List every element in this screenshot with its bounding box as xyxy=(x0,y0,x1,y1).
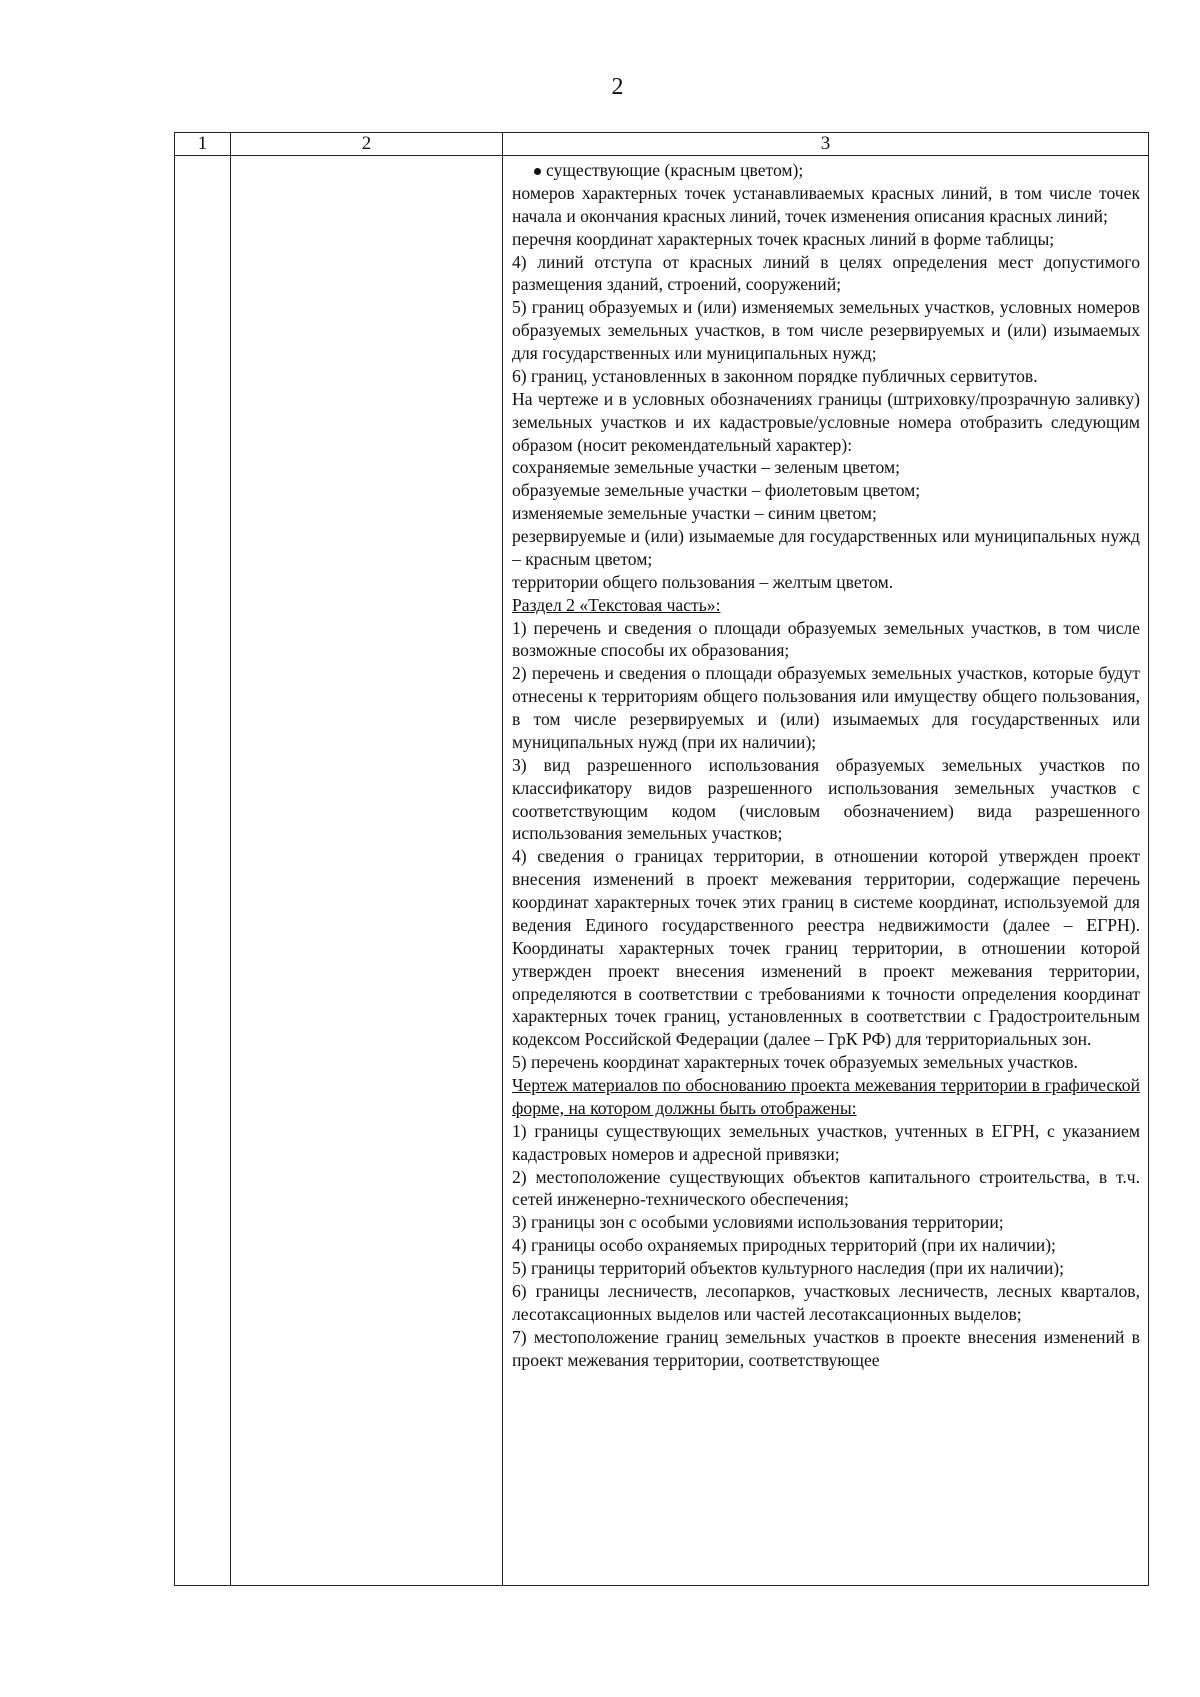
content-paragraph: 5) перечень координат характерных точек образуемых земельных участков. xyxy=(512,1052,1078,1073)
content-paragraph: перечня координат характерных точек красных линий в форме таблицы; xyxy=(512,228,1055,249)
content-paragraph: 1) границы существующих земельных участков, учтенных в ЕГРН, с указанием кадастровых номеров и адресной привязки; xyxy=(512,1120,1140,1164)
content-paragraph: 2) местоположение существующих объектов капитального строительства, в т.ч. сетей инженерно-технического обеспечения; xyxy=(512,1166,1140,1210)
content-paragraph: Чертеж материалов по обоснованию проекта межевания территории в графической форме, на котором должны быть отображены: xyxy=(512,1075,1140,1118)
document-table xyxy=(174,132,1149,1586)
cell-col-1 xyxy=(175,156,231,1586)
content-paragraph: 3) границы зон с особыми условиями использования территории; xyxy=(512,1212,1004,1233)
content-paragraph: 4) линий отступа от красных линий в целях определения мест допустимого размещения зданий, строений, сооружений; xyxy=(512,251,1140,295)
content-paragraph: 1) перечень и сведения о площади образуемых земельных участков, в том числе возможные способы их образования; xyxy=(512,617,1140,661)
content-paragraph: образуемые земельные участки – фиолетовым цветом; xyxy=(512,480,921,501)
bullet-text: существующие (красным цветом); xyxy=(546,160,804,180)
content-paragraph: 4) границы особо охраняемых природных территорий (при их наличии); xyxy=(512,1235,1056,1256)
content-paragraph: 3) вид разрешенного использования образуемых земельных участков по классификатору видов разрешенного использования земельных участков с соответствующим кодом (числовым обозначением) вида разрешенного использования земельных участков; xyxy=(512,754,1140,844)
bullet-icon xyxy=(534,168,541,175)
bullet-list-item xyxy=(512,159,1140,182)
table-header-row xyxy=(175,133,1149,156)
content-paragraph: изменяемые земельные участки – синим цветом; xyxy=(512,503,877,524)
table-body-row xyxy=(175,156,1149,1586)
content-paragraph: 7) местоположение границ земельных участков в проекте внесения изменений в проект межевания территории, соответствующее xyxy=(512,1326,1140,1370)
cell-col-3 xyxy=(503,156,1149,1586)
content-paragraph: 5) границ образуемых и (или) изменяемых земельных участков, условных номеров образуемых земельных участков, в том числе резервируемых и (или) изымаемых для государственных или муниципальных нужд; xyxy=(512,297,1140,363)
page-number: 2 xyxy=(611,74,624,100)
content-paragraph: сохраняемые земельные участки – зеленым цветом; xyxy=(512,457,900,478)
content-paragraph: резервируемые и (или) изымаемые для государственных или муниципальных нужд – красным цветом; xyxy=(512,526,1140,569)
column-header-3: 3 xyxy=(503,133,1149,156)
content-paragraph: территории общего пользования – желтым цветом. xyxy=(512,571,894,592)
content-paragraph: номеров характерных точек устанавливаемых красных линий, в том числе точек начала и окончания красных линий, точек изменения описания красных линий; xyxy=(512,182,1140,226)
column-header-2: 2 xyxy=(231,133,503,156)
section-content xyxy=(503,156,1148,1371)
content-paragraph: 4) сведения о границах территории, в отношении которой утвержден проект внесения изменений в проект межевания территории, содержащие перечень координат характерных точек этих границ в системе координат, используемой для ведения Единого государственного реестра недвижимости (далее – ЕГРН). Координаты характерных точек границ территории, в отношении которой утвержден проект внесения изменений в проект межевания территории, определяются в соответствии с требованиями к точности определения координат характерных точек границ, установленных в соответствии с Градостроительным кодексом Российской Федерации (далее – ГрК РФ) для территориальных зон. xyxy=(512,846,1140,1050)
content-paragraph: Раздел 2 «Текстовая часть»: xyxy=(512,594,721,615)
content-paragraph: 6) границы лесничеств, лесопарков, участковых лесничеств, лесных кварталов, лесотаксационных выделов или частей лесотаксационных выделов; xyxy=(512,1280,1140,1324)
content-paragraph: На чертеже и в условных обозначениях границы (штриховку/прозрачную заливку) земельных участков и их кадастровые/условные номера отобразить следующим образом (носит рекомендательный характер): xyxy=(512,388,1140,455)
cell-col-2 xyxy=(231,156,503,1586)
content-paragraph: 5) границы территорий объектов культурного наследия (при их наличии); xyxy=(512,1258,1065,1278)
column-header-1: 1 xyxy=(175,133,231,156)
content-paragraph: 6) границ, установленных в законном порядке публичных сервитутов. xyxy=(512,365,1038,386)
content-paragraph: 2) перечень и сведения о площади образуемых земельных участков, которые будут отнесены к территориям общего пользования или имуществу общего пользования, в том числе резервируемых и (или) изымаемых для государственных или муниципальных нужд (при их наличии); xyxy=(512,663,1140,752)
